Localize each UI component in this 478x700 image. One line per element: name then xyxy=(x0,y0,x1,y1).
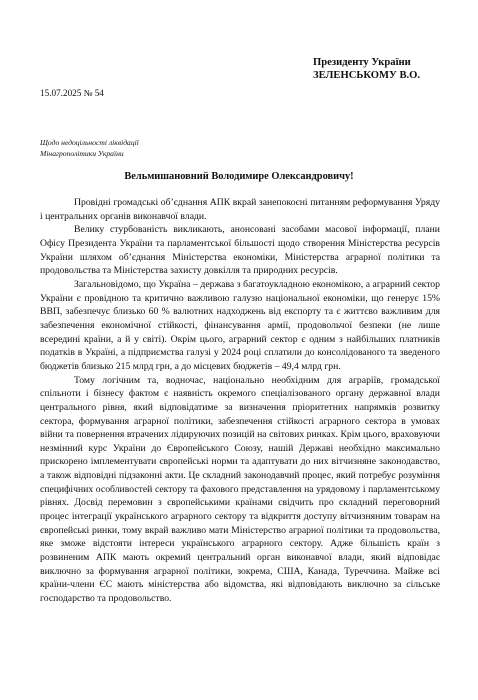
recipient-block xyxy=(313,56,420,82)
letter-date-number: 15.07.2025 № 54 xyxy=(40,88,104,98)
salutation: Вельмишановний Володимире Олександровичу! xyxy=(124,171,354,182)
recipient-name: ЗЕЛЕНСЬКОМУ В.О. xyxy=(313,70,421,81)
recipient-title: Президенту України xyxy=(313,57,411,68)
paragraph-2: Велику стурбованість викликають, анонсовані засобами масової інформації, плани Офісу Президента України та парламентської більшості щодо створення Міністерства ресурсів України шляхом об’єднання Міністерства економіки, Міністерства аграрної політики та продовольства та Міністерства захисту довкілля та природних ресурсів. xyxy=(40,224,440,277)
paragraph-3: Загальновідомо, що Україна – держава з багатоукладною економікою, а аграрний сектор України є провідною та критично важливою галузю національної економіки, що генерує 15% ВВП, забезпечує близько 60 % валютних надходжень від експорту та є життєво важливим для забезпечення економічної стійкості, фінансування армії, продовольчої безпеки (не лише всередині країни, а й у світі). Окрім цього, аграрний сектор є одним з найбільших платників податків в Україні, а підприємства галузі у 2024 році сплатили до консолідованого та зведеного бюджетів близько 215 млрд грн, а до місцевих бюджетів – 49,4 млрд грн. xyxy=(40,278,440,372)
subject-line-2: Мінагрополітики України xyxy=(40,149,124,158)
letter-body xyxy=(40,196,440,606)
paragraph-1: Провідні громадські об’єднання АПК вкрай занепокоєні питанням реформування Уряду і центральних органів виконавчої влади. xyxy=(40,197,440,222)
subject-line-1: Щодо недоцільності ліквідації xyxy=(40,138,139,147)
letter-subject xyxy=(40,137,139,159)
paragraph-4: Тому логічним та, водночас, національно необхідним для аграріїв, громадської спільноти і бізнесу фактом є наявність окремого спеціалізованого органу державної влади центрального рівня, який відповідатиме за визначення пріоритетних напрямків розвитку сектора, формування аграрної політики, забезпечення стійкості аграрного сектора в умовах війни та повернення втрачених лідируючих позицій на світових ринках. Крім цього, враховуючи незмінний курс України до Європейського Союзу, нашій Державі необхідно максимально прискорено імплементувати європейські норми та адаптувати до них вітчизняне законодавство, а також відповідні підзаконні акти. Це складний законодавчий процес, який потребує розуміння специфічних особливостей сектору та фахового представлення на урядовому і парламентському рівнях. Досвід перемовин з європейськими країнами свідчить про складний переговорний процес інтеграції українського аграрного сектору та відкриття доступу вітчизняним товарам на європейські ринки, тому вкрай важливо мати Міністерство аграрної політики та продовольства, яке зможе відстояти інтереси українського аграрного сектору. Адже більшість країн з розвиненим АПК мають окремий центральний орган виконавчої влади, який відповідає виключно за формування аграрної політики, зокрема, США, Канада, Туреччина. Майже всі країни-члени ЄС мають міністерства або відомства, які відповідають виключно за сільське господарство та продовольство. xyxy=(40,374,440,605)
